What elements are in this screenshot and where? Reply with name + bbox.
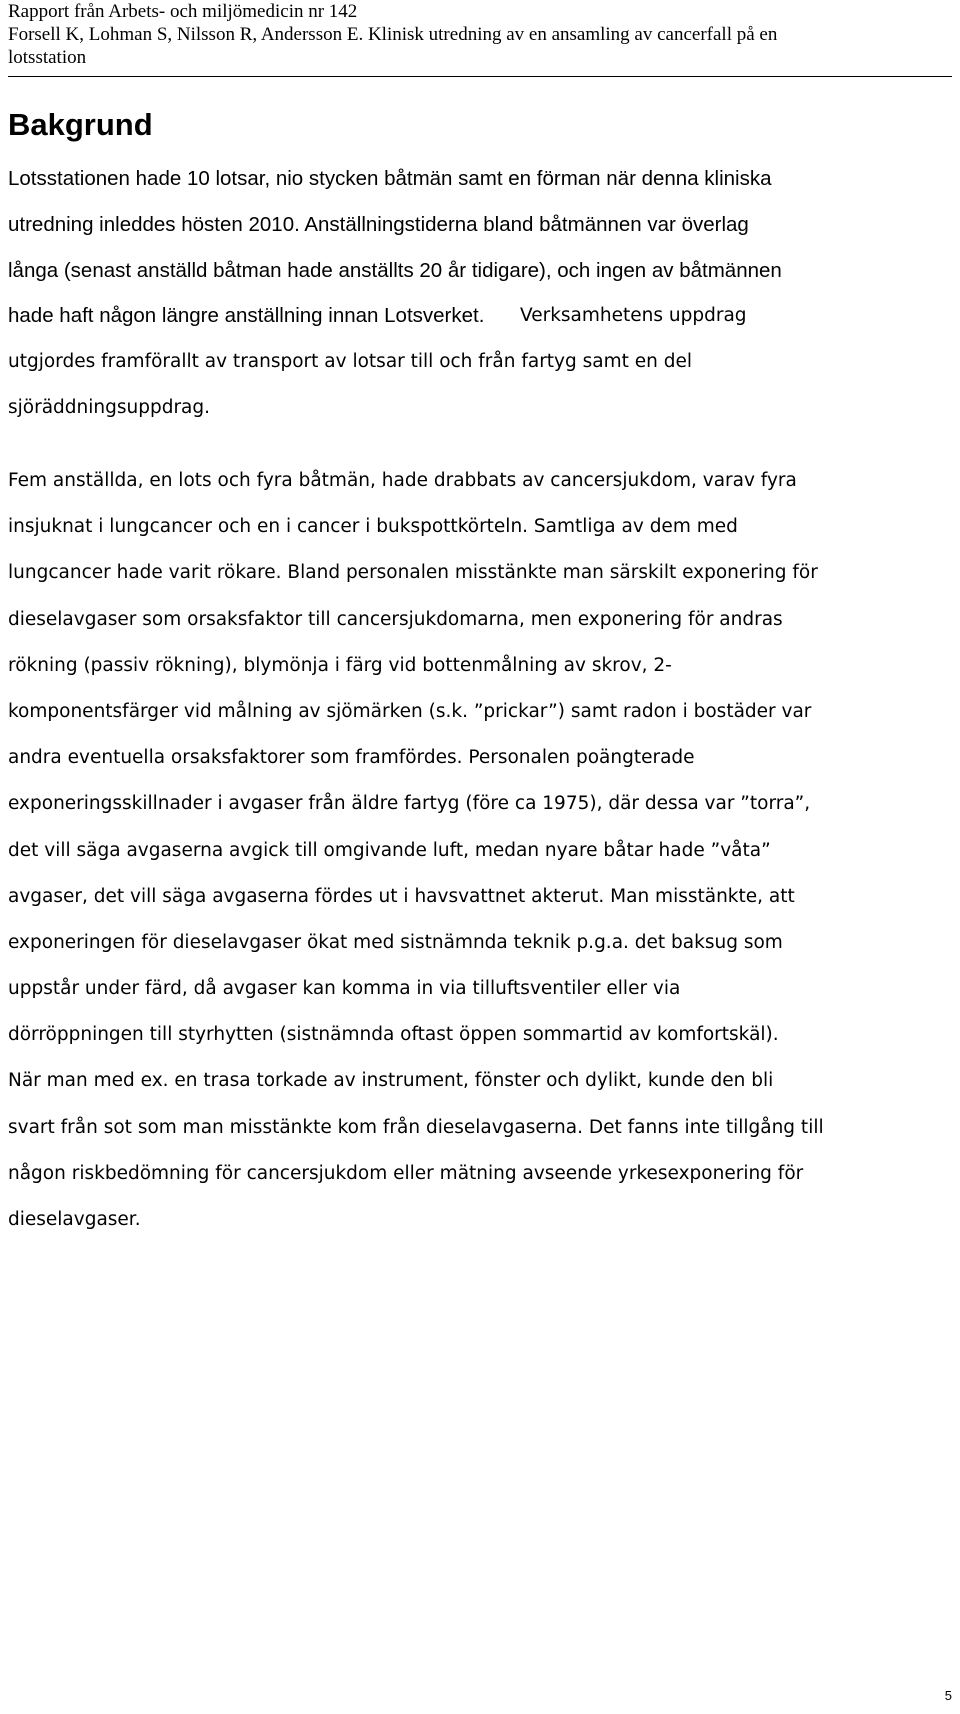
text-line: avgaser, det vill säga avgaserna fördes ut i havsvattnet akterut. Man misstänkte, att xyxy=(8,885,795,907)
text-line: sjöräddningsuppdrag. xyxy=(8,396,211,418)
page-number: 5 xyxy=(944,1688,952,1703)
section-heading: Bakgrund xyxy=(8,107,153,142)
text-line: exponeringsskillnader i avgaser från äldre fartyg (före ca 1975), där dessa var ”torra”, xyxy=(8,793,811,815)
paragraph-1 xyxy=(8,156,952,293)
text-line: exponeringen för dieselavgaser ökat med sistnämnda teknik p.g.a. det baksug som xyxy=(8,931,783,953)
text-line: andra eventuella orsaksfaktorer som framfördes. Personalen poängterade xyxy=(8,747,695,769)
paragraph-1-line-4 xyxy=(8,293,484,339)
paragraph-1-continuation xyxy=(8,339,952,431)
text-line: Verksamhetens uppdrag xyxy=(520,305,747,327)
report-citation-line: Forsell K, Lohman S, Nilsson R, Andersson E. Klinisk utredning av en ansamling av cancerfall på en xyxy=(8,24,778,45)
text-line: komponentsfärger vid målning av sjömärken (s.k. ”prickar”) samt radon i bostäder var xyxy=(8,700,812,722)
running-header xyxy=(8,0,952,69)
text-line: dörröppningen till styrhytten (sistnämnda oftast öppen sommartid av komfortskäl). xyxy=(8,1024,779,1046)
paragraph-1-continuation-start xyxy=(520,293,952,339)
text-line: uppstår under färd, då avgaser kan komma in via tilluftsventiler eller via xyxy=(8,978,681,1000)
text-line: Fem anställda, en lots och fyra båtmän, hade drabbats av cancersjukdom, varav fyra xyxy=(8,470,797,491)
text-line: långa (senast anställd båtman hade anställts 20 år tidigare), och ingen av båtmännen xyxy=(8,258,782,282)
text-line: När man med ex. en trasa torkade av instrument, fönster och dylikt, kunde den bli xyxy=(8,1070,774,1092)
text-line: svart från sot som man misstänkte kom från dieselavgaserna. Det fanns inte tillgång till xyxy=(8,1116,824,1138)
text-line: någon riskbedömning för cancersjukdom eller mätning avseende yrkesexponering för xyxy=(8,1162,804,1184)
text-line: hade haft någon längre anställning innan Lotsverket. xyxy=(8,304,485,328)
text-line: utgjordes framförallt av transport av lotsar till och från fartyg samt en del xyxy=(8,351,693,373)
text-line: rökning (passiv rökning), blymönja i färg vid bottenmålning av skrov, 2- xyxy=(8,654,672,676)
text-line: dieselavgaser som orsaksfaktor till cancersjukdomarna, men exponering för andras xyxy=(8,608,783,630)
text-line: Lotsstationen hade 10 lotsar, nio stycken båtmän samt en förman när denna kliniska xyxy=(8,167,772,190)
text-line: utredning inleddes hösten 2010. Anställningstiderna bland båtmännen var överlag xyxy=(8,212,749,236)
text-line: lungcancer hade varit rökare. Bland personalen misstänkte man särskilt exponering för xyxy=(8,562,818,584)
text-line: det vill säga avgaserna avgick till omgivande luft, medan nyare båtar hade ”våta” xyxy=(8,839,771,861)
header-divider xyxy=(8,76,952,77)
text-line: dieselavgaser. xyxy=(8,1209,141,1230)
report-series-line: Rapport från Arbets- och miljömedicin nr 142 xyxy=(8,1,358,22)
text-line: insjuknat i lungcancer och en i cancer i bukspottkörteln. Samtliga av dem med xyxy=(8,516,738,538)
report-citation-line-continued: lotsstation xyxy=(8,47,87,68)
paragraph-2 xyxy=(8,458,952,1243)
